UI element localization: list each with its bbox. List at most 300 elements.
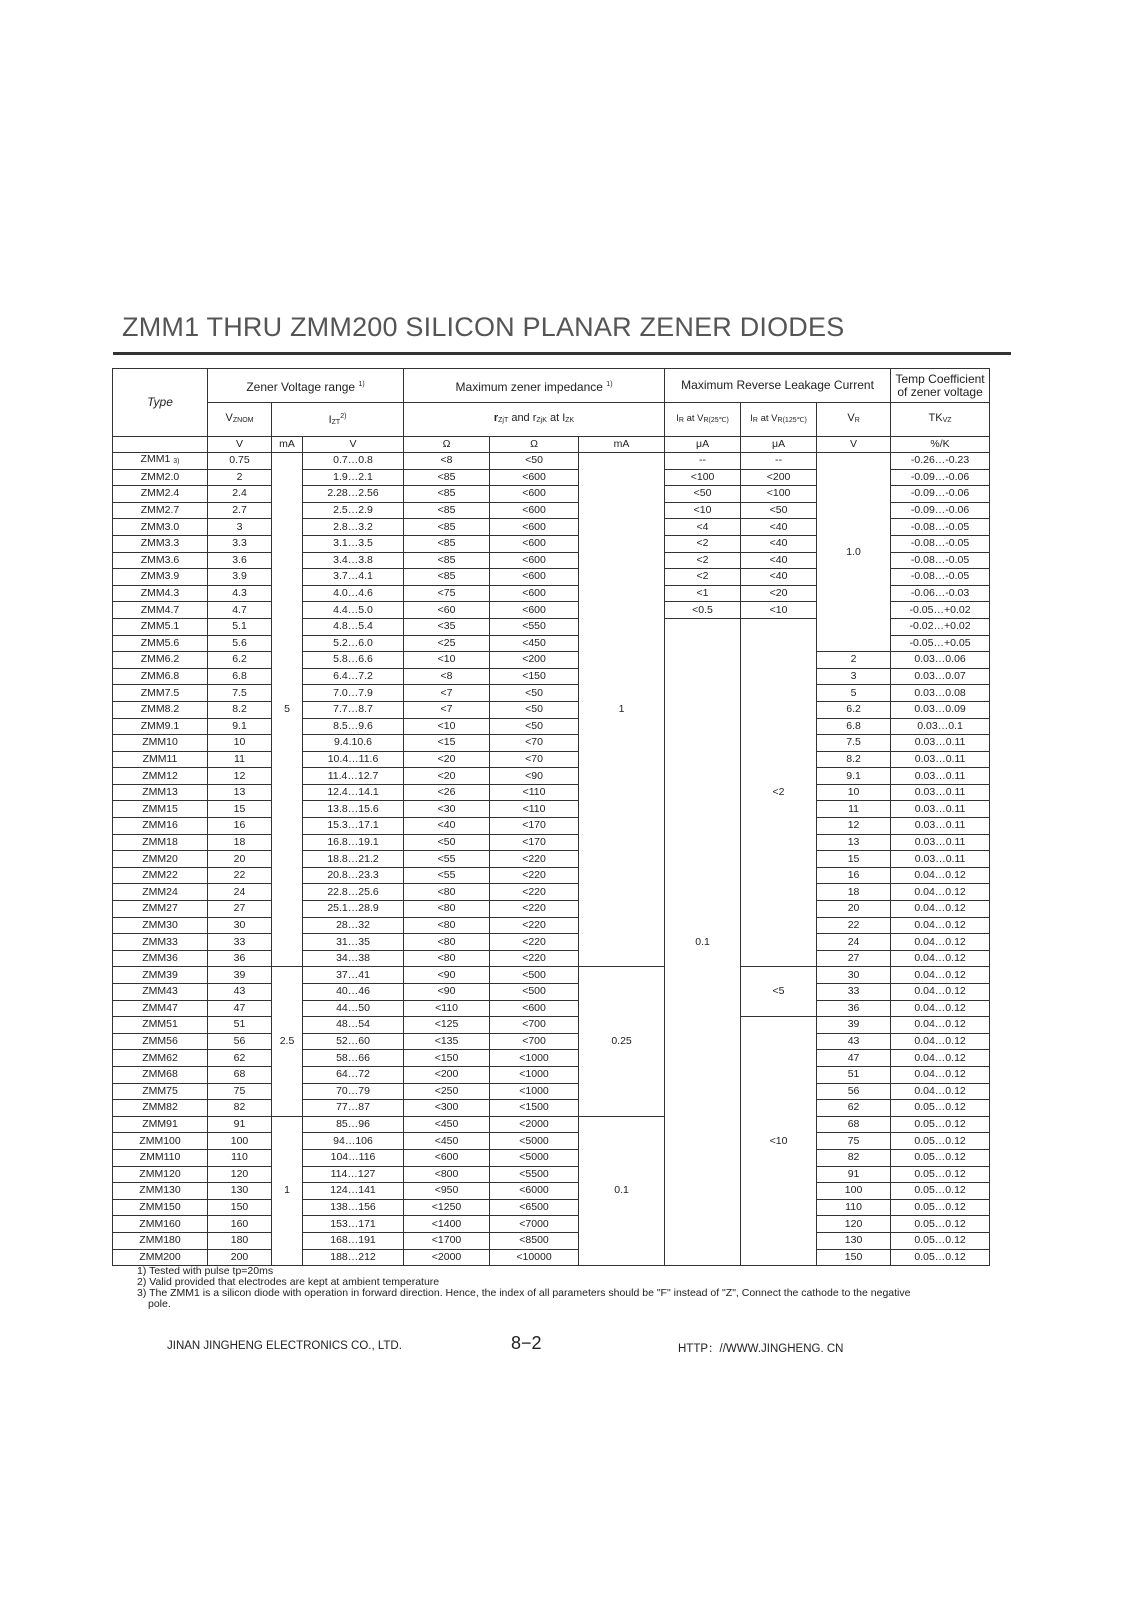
cell-vrange: 3.7…4.1 — [303, 569, 404, 586]
tkvz-header: TKVZ — [891, 403, 990, 437]
vznom-header: VZNOM — [208, 403, 272, 437]
table-row — [113, 1166, 990, 1183]
cell-rzjk: <220 — [490, 884, 579, 901]
cell-vrange: 138…156 — [303, 1199, 404, 1216]
cell-rzjk: <600 — [490, 519, 579, 536]
cell-rzjk: <8500 — [490, 1232, 579, 1249]
cell-tkvz: 0.05…0.12 — [891, 1216, 990, 1233]
cell-rzjk: <200 — [490, 652, 579, 669]
cell-tkvz: 0.05…0.12 — [891, 1166, 990, 1183]
cell-vrange: 11.4…12.7 — [303, 768, 404, 785]
cell-vr: 91 — [817, 1166, 891, 1183]
cell-vrange: 4.8…5.4 — [303, 618, 404, 635]
cell-vznom: 36 — [208, 950, 272, 967]
table-row — [113, 668, 990, 685]
cell-type: ZMM5.1 — [113, 618, 208, 635]
cell-tkvz: 0.04…0.12 — [891, 967, 990, 984]
cell-rzjk: <1000 — [490, 1083, 579, 1100]
cell-rzjk: <220 — [490, 917, 579, 934]
cell-type: ZMM3.9 — [113, 569, 208, 586]
footnote-3: 3) The ZMM1 is a silicon diode with operation in forward direction. Hence, the index of all parameters should be "F" instead of "Z", Connect the cathode to the negative — [137, 1287, 911, 1299]
cell-vr: 51 — [817, 1066, 891, 1083]
table-row — [113, 784, 990, 801]
cell-vrange: 10.4…11.6 — [303, 751, 404, 768]
cell-rzjk: <170 — [490, 834, 579, 851]
table-row — [113, 818, 990, 835]
cell-vr: 6.2 — [817, 701, 891, 718]
cell-type: ZMM200 — [113, 1249, 208, 1266]
cell-vr: 24 — [817, 934, 891, 951]
cell-rzjt: <85 — [404, 486, 490, 503]
cell-tkvz: 0.03…0.11 — [891, 834, 990, 851]
cell-vznom: 82 — [208, 1100, 272, 1117]
cell-vr: 3 — [817, 668, 891, 685]
header-row-2 — [113, 403, 990, 437]
cell-rzjt: <85 — [404, 535, 490, 552]
table-row — [113, 718, 990, 735]
cell-tkvz: -0.02…+0.02 — [891, 618, 990, 635]
cell-tkvz: -0.09…-0.06 — [891, 486, 990, 503]
cell-type: ZMM3.0 — [113, 519, 208, 536]
cell-tkvz: 0.03…0.11 — [891, 735, 990, 752]
table-row — [113, 1116, 990, 1133]
table-row — [113, 1033, 990, 1050]
cell-rzjt: <125 — [404, 1017, 490, 1034]
cell-vrange: 5.2…6.0 — [303, 635, 404, 652]
cell-tkvz: 0.05…0.12 — [891, 1199, 990, 1216]
cell-vrange: 7.0…7.9 — [303, 685, 404, 702]
cell-type: ZMM20 — [113, 851, 208, 868]
cell-vznom: 3.3 — [208, 535, 272, 552]
cell-vznom: 7.5 — [208, 685, 272, 702]
cell-rzjt: <35 — [404, 618, 490, 635]
ir25-header: IR at VR(25℃) — [665, 403, 741, 437]
cell-vrange: 18.8…21.2 — [303, 851, 404, 868]
cell-rzjk: <5500 — [490, 1166, 579, 1183]
cell-tkvz: 0.04…0.12 — [891, 867, 990, 884]
cell-vrange: 2.5…2.9 — [303, 502, 404, 519]
footnotes — [137, 1266, 957, 1310]
cell-type: ZMM4.3 — [113, 585, 208, 602]
cell-rzjt: <1250 — [404, 1199, 490, 1216]
cell-vr: 5 — [817, 685, 891, 702]
table-row — [113, 834, 990, 851]
cell-vznom: 6.8 — [208, 668, 272, 685]
cell-type: ZMM3.6 — [113, 552, 208, 569]
unit-rzjt: Ω — [404, 437, 490, 453]
zener-voltage-range-header: Zener Voltage range $^{1)}$ — [208, 369, 404, 403]
cell-vr: 20 — [817, 901, 891, 918]
cell-ir125: <50 — [741, 502, 817, 519]
cell-rzjt: <85 — [404, 569, 490, 586]
cell-ir25: <2 — [665, 535, 741, 552]
cell-rzjt: <55 — [404, 851, 490, 868]
cell-tkvz: 0.04…0.12 — [891, 1066, 990, 1083]
temp-coefficient-header: Temp Coefficient of zener voltage — [891, 369, 990, 403]
cell-vznom: 160 — [208, 1216, 272, 1233]
cell-tkvz: -0.26…-0.23 — [891, 453, 990, 470]
footer-company: JINAN JINGHENG ELECTRONICS CO., LTD. — [167, 1340, 402, 1352]
cell-vznom: 15 — [208, 801, 272, 818]
cell-vr: 36 — [817, 1000, 891, 1017]
cell-rzjk: <50 — [490, 685, 579, 702]
cell-tkvz: -0.09…-0.06 — [891, 469, 990, 486]
vr-header: VR — [817, 403, 891, 437]
unit-vznom: V — [208, 437, 272, 453]
cell-rzjt: <950 — [404, 1183, 490, 1200]
cell-rzjk: <600 — [490, 469, 579, 486]
cell-vr: 16 — [817, 867, 891, 884]
cell-ir25: -- — [665, 453, 741, 470]
cell-ir25: <100 — [665, 469, 741, 486]
vr-merged-1-0: 1.0 — [817, 453, 891, 652]
cell-type: ZMM180 — [113, 1232, 208, 1249]
cell-ir125: -- — [741, 453, 817, 470]
cell-tkvz: 0.03…0.11 — [891, 784, 990, 801]
cell-vrange: 1.9…2.1 — [303, 469, 404, 486]
cell-rzjk: <220 — [490, 867, 579, 884]
unit-ir125: μA — [741, 437, 817, 453]
cell-rzjk: <500 — [490, 984, 579, 1001]
cell-vznom: 180 — [208, 1232, 272, 1249]
cell-rzjt: <1700 — [404, 1232, 490, 1249]
cell-rzjk: <600 — [490, 552, 579, 569]
type-header: Type — [113, 369, 208, 437]
cell-ir125: <100 — [741, 486, 817, 503]
table-row — [113, 1149, 990, 1166]
cell-type: ZMM4.7 — [113, 602, 208, 619]
ir125-merged-lt10: <10 — [741, 1017, 817, 1266]
footer-page-number: 8−2 — [511, 1333, 542, 1353]
cell-vznom: 22 — [208, 867, 272, 884]
cell-rzjt: <450 — [404, 1133, 490, 1150]
cell-rzjt: <135 — [404, 1033, 490, 1050]
cell-vrange: 28…32 — [303, 917, 404, 934]
cell-tkvz: 0.04…0.12 — [891, 934, 990, 951]
cell-rzjk: <70 — [490, 735, 579, 752]
cell-vrange: 22.8…25.6 — [303, 884, 404, 901]
cell-vznom: 110 — [208, 1149, 272, 1166]
cell-vrange: 5.8…6.6 — [303, 652, 404, 669]
cell-tkvz: 0.03…0.09 — [891, 701, 990, 718]
cell-type: ZMM2.0 — [113, 469, 208, 486]
cell-vrange: 40…46 — [303, 984, 404, 1001]
cell-vr: 12 — [817, 818, 891, 835]
cell-tkvz: 0.05…0.12 — [891, 1183, 990, 1200]
cell-tkvz: -0.05…+0.02 — [891, 602, 990, 619]
cell-vr: 62 — [817, 1100, 891, 1117]
izk-merged-0-1: 0.1 — [579, 1116, 665, 1265]
cell-rzjk: <1500 — [490, 1100, 579, 1117]
footnote-1: 1) Tested with pulse tp=20ms — [137, 1265, 274, 1277]
cell-rzjt: <150 — [404, 1050, 490, 1067]
cell-rzjt: <85 — [404, 519, 490, 536]
cell-vznom: 100 — [208, 1133, 272, 1150]
cell-tkvz: 0.04…0.12 — [891, 917, 990, 934]
cell-vznom: 43 — [208, 984, 272, 1001]
cell-rzjt: <80 — [404, 901, 490, 918]
cell-vrange: 13.8…15.6 — [303, 801, 404, 818]
cell-type: ZMM100 — [113, 1133, 208, 1150]
table-row — [113, 1066, 990, 1083]
cell-tkvz: -0.08…-0.05 — [891, 552, 990, 569]
cell-vr: 150 — [817, 1249, 891, 1266]
cell-type: ZMM56 — [113, 1033, 208, 1050]
cell-tkvz: 0.03…0.11 — [891, 818, 990, 835]
cell-type: ZMM18 — [113, 834, 208, 851]
cell-ir125: <200 — [741, 469, 817, 486]
cell-vrange: 3.4…3.8 — [303, 552, 404, 569]
cell-vrange: 44…50 — [303, 1000, 404, 1017]
table-row — [113, 1216, 990, 1233]
table-row — [113, 701, 990, 718]
cell-tkvz: 0.04…0.12 — [891, 884, 990, 901]
cell-tkvz: 0.04…0.12 — [891, 950, 990, 967]
cell-vznom: 11 — [208, 751, 272, 768]
cell-rzjt: <1400 — [404, 1216, 490, 1233]
ir125-merged-lt2: <2 — [741, 618, 817, 966]
max-impedance-header: Maximum zener impedance $^{1)}$ — [404, 369, 665, 403]
cell-rzjt: <80 — [404, 934, 490, 951]
cell-rzjt: <600 — [404, 1149, 490, 1166]
cell-vznom: 56 — [208, 1033, 272, 1050]
cell-type: ZMM10 — [113, 735, 208, 752]
cell-type: ZMM6.2 — [113, 652, 208, 669]
cell-tkvz: 0.05…0.12 — [891, 1100, 990, 1117]
table-row — [113, 751, 990, 768]
cell-type: ZMM15 — [113, 801, 208, 818]
cell-tkvz: 0.05…0.12 — [891, 1249, 990, 1266]
table-row — [113, 917, 990, 934]
cell-type: ZMM11 — [113, 751, 208, 768]
cell-vr: 2 — [817, 652, 891, 669]
cell-ir125: <10 — [741, 602, 817, 619]
unit-izt: mA — [272, 437, 303, 453]
cell-vrange: 12.4…14.1 — [303, 784, 404, 801]
cell-rzjk: <50 — [490, 718, 579, 735]
cell-vrange: 94…106 — [303, 1133, 404, 1150]
table-row — [113, 453, 990, 470]
cell-type: ZMM33 — [113, 934, 208, 951]
cell-vrange: 104…116 — [303, 1149, 404, 1166]
cell-rzjk: <1000 — [490, 1050, 579, 1067]
cell-rzjt: <75 — [404, 585, 490, 602]
cell-rzjk: <170 — [490, 818, 579, 835]
cell-vrange: 52…60 — [303, 1033, 404, 1050]
cell-rzjt: <200 — [404, 1066, 490, 1083]
cell-tkvz: 0.03…0.1 — [891, 718, 990, 735]
cell-vrange: 2.28…2.56 — [303, 486, 404, 503]
izt-merged-1: 1 — [272, 1116, 303, 1265]
cell-vznom: 4.7 — [208, 602, 272, 619]
cell-vrange: 31…35 — [303, 934, 404, 951]
cell-vr: 18 — [817, 884, 891, 901]
cell-vrange: 168…191 — [303, 1232, 404, 1249]
cell-ir25: <1 — [665, 585, 741, 602]
table-row — [113, 768, 990, 785]
cell-vznom: 68 — [208, 1066, 272, 1083]
unit-vr: V — [817, 437, 891, 453]
cell-rzjt: <85 — [404, 552, 490, 569]
cell-rzjk: <150 — [490, 668, 579, 685]
cell-vznom: 3.9 — [208, 569, 272, 586]
cell-vrange: 9.4.10.6 — [303, 735, 404, 752]
table-row — [113, 652, 990, 669]
cell-type: ZMM7.5 — [113, 685, 208, 702]
cell-rzjt: <7 — [404, 685, 490, 702]
cell-vr: 120 — [817, 1216, 891, 1233]
cell-tkvz: 0.03…0.11 — [891, 751, 990, 768]
cell-tkvz: 0.04…0.12 — [891, 1000, 990, 1017]
cell-rzjt: <30 — [404, 801, 490, 818]
cell-vrange: 15.3…17.1 — [303, 818, 404, 835]
cell-type: ZMM9.1 — [113, 718, 208, 735]
table-row — [113, 884, 990, 901]
cell-rzjt: <20 — [404, 768, 490, 785]
izk-merged-0-25: 0.25 — [579, 967, 665, 1116]
table-row — [113, 1183, 990, 1200]
cell-vznom: 3.6 — [208, 552, 272, 569]
cell-vznom: 0.75 — [208, 453, 272, 470]
cell-type: ZMM13 — [113, 784, 208, 801]
unit-rzjk: Ω — [490, 437, 579, 453]
cell-vrange: 153…171 — [303, 1216, 404, 1233]
cell-rzjt: <80 — [404, 950, 490, 967]
cell-type: ZMM24 — [113, 884, 208, 901]
table-row — [113, 735, 990, 752]
cell-vznom: 8.2 — [208, 701, 272, 718]
cell-rzjt: <250 — [404, 1083, 490, 1100]
cell-vr: 110 — [817, 1199, 891, 1216]
cell-rzjt: <26 — [404, 784, 490, 801]
cell-rzjk: <500 — [490, 967, 579, 984]
cell-type: ZMM91 — [113, 1116, 208, 1133]
cell-type: ZMM110 — [113, 1149, 208, 1166]
cell-ir125: <40 — [741, 535, 817, 552]
cell-rzjt: <110 — [404, 1000, 490, 1017]
unit-ir25: μA — [665, 437, 741, 453]
cell-rzjk: <50 — [490, 453, 579, 470]
table-row — [113, 1232, 990, 1249]
table-row — [113, 1249, 990, 1266]
table-row — [113, 1017, 990, 1034]
cell-type: ZMM22 — [113, 867, 208, 884]
header-row-1 — [113, 369, 990, 403]
cell-vznom: 130 — [208, 1183, 272, 1200]
table-row — [113, 1050, 990, 1067]
cell-type: ZMM120 — [113, 1166, 208, 1183]
cell-rzjk: <600 — [490, 535, 579, 552]
cell-vrange: 114…127 — [303, 1166, 404, 1183]
table-row — [113, 685, 990, 702]
cell-vrange: 7.7…8.7 — [303, 701, 404, 718]
cell-rzjt: <15 — [404, 735, 490, 752]
cell-rzjk: <2000 — [490, 1116, 579, 1133]
cell-rzjt: <80 — [404, 884, 490, 901]
cell-rzjk: <700 — [490, 1033, 579, 1050]
cell-ir25: <0.5 — [665, 602, 741, 619]
cell-vr: 47 — [817, 1050, 891, 1067]
cell-vznom: 47 — [208, 1000, 272, 1017]
footnote-2: 2) Valid provided that electrodes are kept at ambient temperature — [137, 1276, 440, 1288]
cell-vznom: 27 — [208, 901, 272, 918]
ir25-merged-0-1: 0.1 — [665, 618, 741, 1265]
cell-vznom: 2.4 — [208, 486, 272, 503]
cell-rzjt: <10 — [404, 652, 490, 669]
cell-rzjk: <700 — [490, 1017, 579, 1034]
cell-rzjk: <6500 — [490, 1199, 579, 1216]
cell-rzjk: <600 — [490, 502, 579, 519]
cell-vr: 15 — [817, 851, 891, 868]
cell-vznom: 4.3 — [208, 585, 272, 602]
cell-tkvz: 0.03…0.07 — [891, 668, 990, 685]
cell-vr: 11 — [817, 801, 891, 818]
cell-vr: 100 — [817, 1183, 891, 1200]
cell-rzjk: <90 — [490, 768, 579, 785]
cell-rzjk: <70 — [490, 751, 579, 768]
cell-rzjk: <220 — [490, 950, 579, 967]
cell-tkvz: 0.05…0.12 — [891, 1232, 990, 1249]
cell-vrange: 4.0…4.6 — [303, 585, 404, 602]
cell-type: ZMM160 — [113, 1216, 208, 1233]
cell-rzjt: <90 — [404, 984, 490, 1001]
cell-tkvz: 0.03…0.11 — [891, 851, 990, 868]
cell-tkvz: 0.05…0.12 — [891, 1116, 990, 1133]
cell-vznom: 5.1 — [208, 618, 272, 635]
cell-rzjk: <450 — [490, 635, 579, 652]
cell-vr: 9.1 — [817, 768, 891, 785]
cell-type: ZMM36 — [113, 950, 208, 967]
cell-tkvz: -0.09…-0.06 — [891, 502, 990, 519]
cell-vr: 30 — [817, 967, 891, 984]
cell-type: ZMM3.3 — [113, 535, 208, 552]
cell-vznom: 3 — [208, 519, 272, 536]
cell-vrange: 124…141 — [303, 1183, 404, 1200]
ir125-merged-lt5: <5 — [741, 967, 817, 1017]
cell-vznom: 62 — [208, 1050, 272, 1067]
cell-tkvz: -0.06…-0.03 — [891, 585, 990, 602]
cell-vrange: 8.5…9.6 — [303, 718, 404, 735]
cell-rzjk: <5000 — [490, 1133, 579, 1150]
cell-vznom: 33 — [208, 934, 272, 951]
cell-tkvz: 0.04…0.12 — [891, 1017, 990, 1034]
cell-ir25: <10 — [665, 502, 741, 519]
cell-vznom: 10 — [208, 735, 272, 752]
cell-rzjt: <40 — [404, 818, 490, 835]
izt-merged-5: 5 — [272, 453, 303, 967]
cell-vznom: 12 — [208, 768, 272, 785]
cell-rzjk: <110 — [490, 801, 579, 818]
unit-izk: mA — [579, 437, 665, 453]
cell-vrange: 77…87 — [303, 1100, 404, 1117]
cell-tkvz: 0.03…0.11 — [891, 801, 990, 818]
cell-tkvz: -0.05…+0.05 — [891, 635, 990, 652]
cell-vznom: 2 — [208, 469, 272, 486]
cell-rzjt: <90 — [404, 967, 490, 984]
cell-vr: 56 — [817, 1083, 891, 1100]
cell-vr: 43 — [817, 1033, 891, 1050]
page-title: ZMM1 THRU ZMM200 SILICON PLANAR ZENER DIODES — [122, 312, 845, 342]
cell-type: ZMM62 — [113, 1050, 208, 1067]
table-row — [113, 867, 990, 884]
cell-vrange: 2.8…3.2 — [303, 519, 404, 536]
cell-ir125: <40 — [741, 552, 817, 569]
cell-vznom: 91 — [208, 1116, 272, 1133]
cell-rzjt: <10 — [404, 718, 490, 735]
table-row — [113, 1100, 990, 1117]
cell-rzjk: <600 — [490, 569, 579, 586]
cell-rzjk: <220 — [490, 901, 579, 918]
